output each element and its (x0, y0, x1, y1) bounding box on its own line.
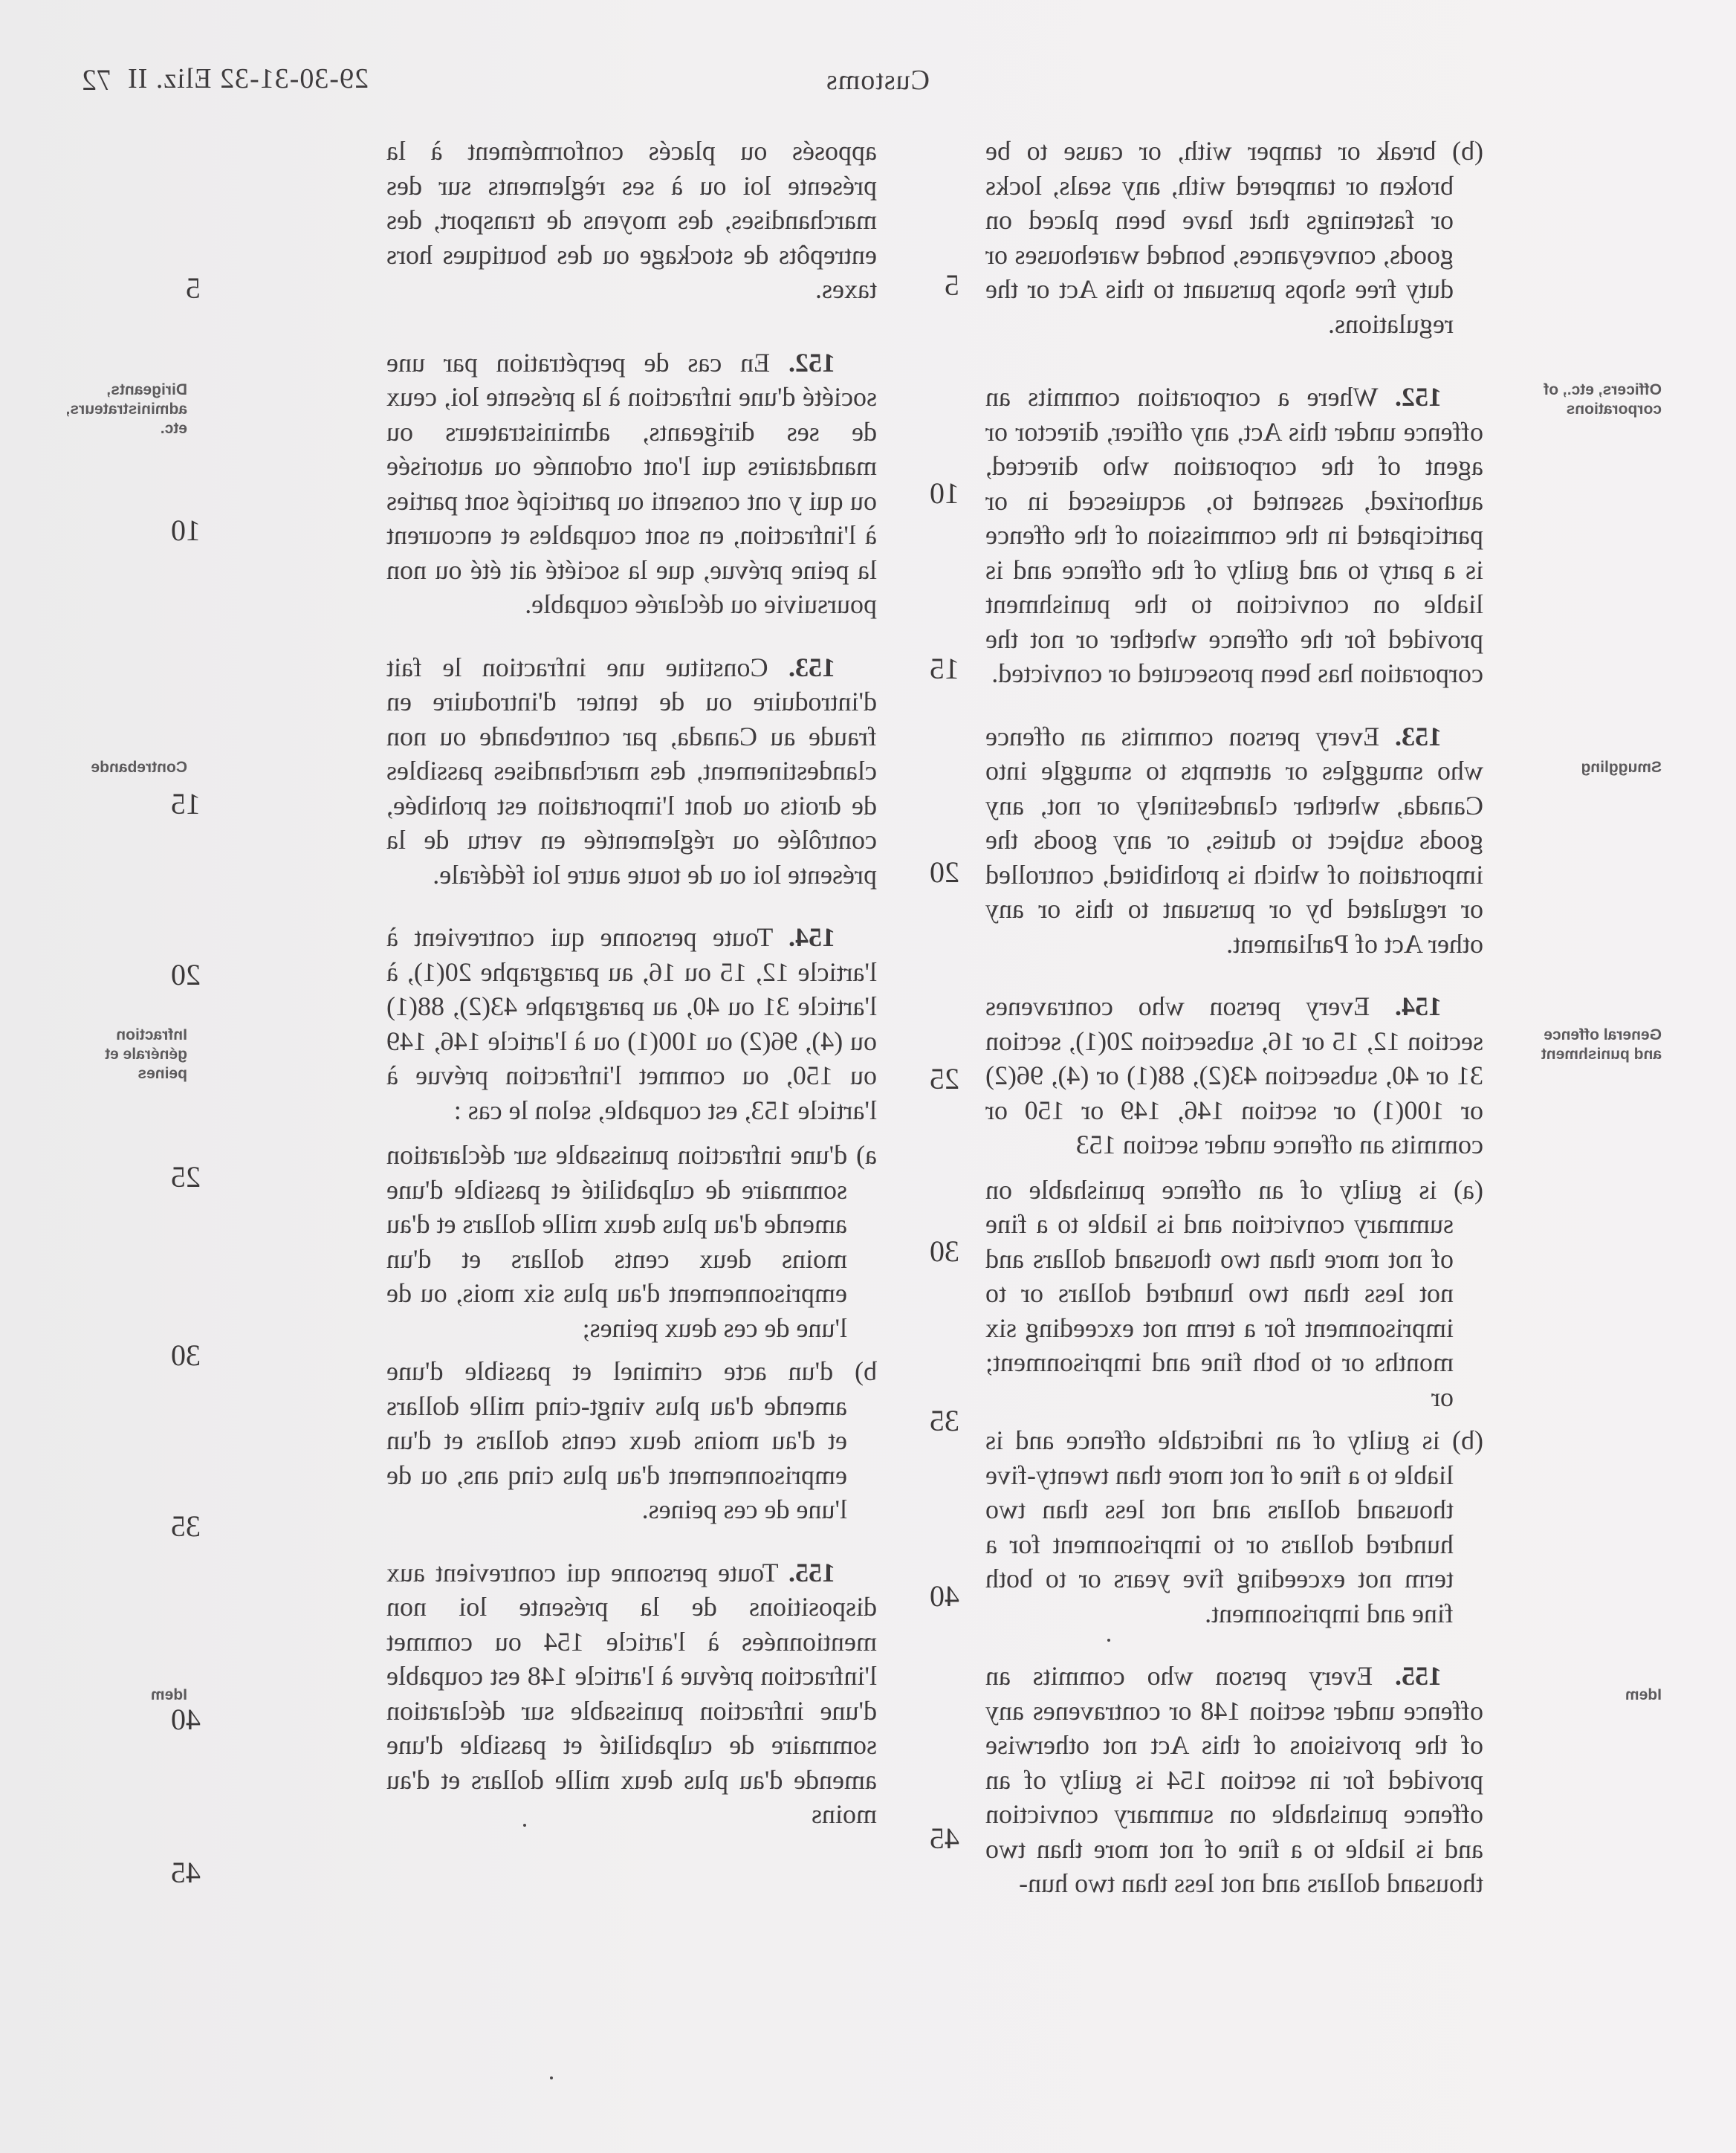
fr-section-154b: b) d'un acte criminel et passible d'une amende d'au plus vingt-cinq mille dollars et d'au moins deux cents dollars et d'un emprisonnement d'au plus cinq ans, ou de l'une de ces peines. (386, 1356, 877, 1524)
en-line-45: 45 (930, 1822, 959, 1855)
fr-line-10: 10 (171, 514, 201, 547)
en-line-5: 5 (945, 268, 959, 302)
page-number: 72 (82, 63, 111, 97)
fr-line-45: 45 (171, 1856, 201, 1889)
running-title: Customs (825, 65, 930, 96)
fr-line-25: 25 (171, 1160, 201, 1194)
fr-section-154: 154. Toute personne qui contrevient à l'article 12, 15 ou 16, au paragraphe 20(1), à l'article 31 ou 40, au paragraphe 43(2), 88(1) ou (4), 96(2) ou 100(1) ou à l'article 146, 149 ou 150, ou commet l'infraction prévue à l'article 153, est coupable, selon le cas : (386, 922, 877, 1125)
en-line-40: 40 (930, 1579, 959, 1613)
en-151-cont: (b) break or tamper with, or cause to be broken or tampered with, any seals, locks or fastenings that have been placed on goods, conveyances, bonded warehouses or duty free shops pursuant to this Act or the regulations. (985, 136, 1483, 339)
en-note-154: General offence and punishment (1541, 1026, 1662, 1063)
en-line-15: 15 (930, 652, 959, 685)
scan-speck (1107, 1639, 1110, 1642)
en-section-153: 153. Every person commits an offence who smuggles or attempts to smuggle into Canada, whether clandestinely or not, any goods subject to duties, or any goods the importation of which is prohibited, controlled or regulated by or pursuant to this or any other Act of Parliament. (985, 721, 1483, 959)
scan-speck (523, 1824, 526, 1827)
fr-line-5: 5 (186, 271, 201, 305)
en-section-155: 155. Every person who commits an offence under section 148 or contravenes any of the provisions of this Act not otherwise provided for in section 154 is guilty of an offence punishable on summary conviction and is liable to a fine of not more than two thousand dollars and not less than two hun- (985, 1661, 1483, 1898)
regnal-year: 29-30-31-32 Eliz. II (127, 63, 369, 94)
en-section-154b: (b) is guilty of an indictable offence and is liable to a fine of not more than twenty-five thousand dollars and not less than two hundred dollars or to imprisonment for a term not exceeding five years or to both fine and imprisonment. (985, 1425, 1483, 1628)
en-line-30: 30 (930, 1234, 959, 1268)
fr-line-15: 15 (171, 787, 201, 820)
en-line-10: 10 (930, 476, 959, 510)
fr-note-153: Contrebande (91, 759, 187, 776)
fr-151-cont: apposés ou placés conformément à la présente loi ou à ses règlements sur des marchandises, des moyens de transport, des entrepôts de stockage ou des boutiques hors taxes. (386, 136, 877, 304)
en-note-152: Officers, etc., of corporations (1544, 381, 1662, 418)
fr-section-155: 155. Toute personne qui contrevient aux dispositions de la présente loi non mentionnées à l'article 154 ou commet l'infraction prévue à l'article 148 est coupable d'une infraction punissable sur déclaration sommaire de culpabilité et passible d'une amende d'au plus deux mille dollars et d'au moins (386, 1557, 877, 1829)
fr-note-155: Idem (150, 1686, 187, 1703)
scan-speck (550, 2076, 553, 2079)
fr-section-154a: a) d'une infraction punissable sur déclaration sommaire de culpabilité et passible d'une amende d'au plus deux mille dollars et d'au moins deux cents dollars et d'un emprisonnement d'au plus six mois, ou de l'une de ces deux peines; (386, 1140, 877, 1343)
fr-section-152: 152. En cas de perpétration par une société d'une infraction à la présente loi, ceux de ses dirigeants, administrateurs ou mandataires qui l'ont ordonnée ou autorisée ou qui y ont consenti ou participé sont parties à l'infraction, en sont coupables et encourent la peine prévue, que la société ait été ou non poursuivie ou déclarée coupable. (386, 347, 877, 619)
en-section-154: 154. Every person who contravenes section 12, 15 or 16, subsection 20(1), section 31 or 40, subsection 43(2), 88(1) or (4), 96(2) or 100(1) or section 146, 149 or 150 or commits an offence under section 153 (985, 991, 1483, 1159)
english-column (985, 134, 1483, 1901)
fr-line-35: 35 (171, 1509, 201, 1543)
en-line-35: 35 (930, 1404, 959, 1437)
en-line-20: 20 (930, 855, 959, 889)
french-column (386, 134, 877, 1832)
en-note-155: Idem (1625, 1686, 1662, 1703)
en-line-25: 25 (930, 1062, 959, 1095)
en-note-153: Smuggling (1581, 759, 1662, 776)
fr-note-154: Infraction générale et peines (105, 1026, 187, 1082)
fr-line-20: 20 (171, 958, 201, 991)
fr-section-153: 153. Constitue une infraction le fait d'introduire ou de tenter d'introduire en fraude au Canada, par contrebande ou non clandestinement, des marchandises passibles de droits ou dont l'importation est prohibée, contrôlée ou réglementée en vertu de la présente loi ou de toute autre loi fédérale. (386, 652, 877, 890)
fr-line-30: 30 (171, 1338, 201, 1372)
en-section-152: 152. Where a corporation commits an offence under this Act, any officer, director or agent of the corporation who directed, authorized, assented to, acquiesced in or participated in the commission of the offence is a party to and guilty of the offence and is liable on conviction to the punishment provided for the offence whether or not the corporation has been prosecuted or convicted. (985, 382, 1483, 688)
fr-line-40: 40 (171, 1703, 201, 1736)
fr-note-152: Dirigeants, administrateurs, etc. (65, 381, 187, 437)
en-section-154a: (a) is guilty of an offence punishable on summary conviction and is liable to a fine of not more than two thousand dollars and not less than two hundred dollars or to imprisonment for a term not exceeding six months or to both fine and imprisonment; or (985, 1174, 1483, 1412)
